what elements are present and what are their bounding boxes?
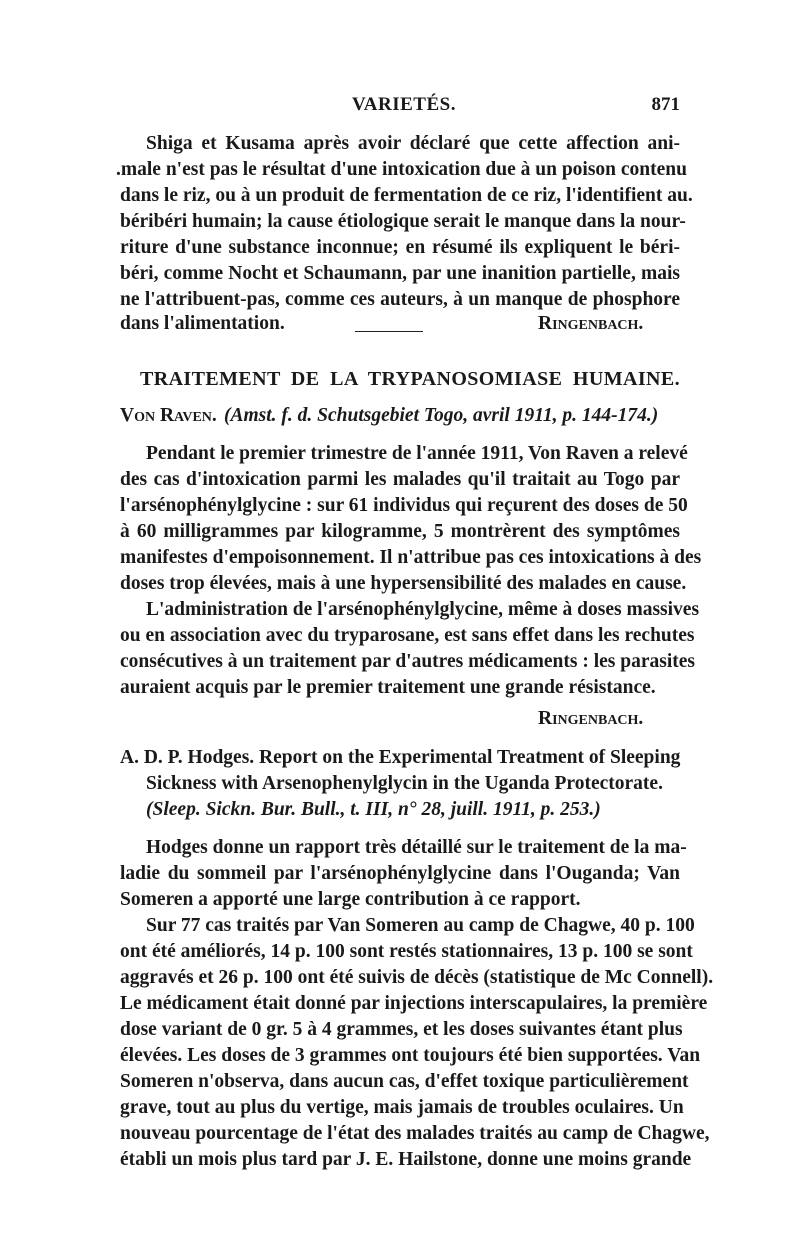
article-heading: TRAITEMENT DE LA TRYPANOSOMIASE HUMAINE. xyxy=(140,368,680,390)
paragraph-line: ont été améliorés, 14 p. 100 sont restés stationnaires, 13 p. 100 se sont xyxy=(120,941,693,962)
paragraph-line: nouveau pourcentage de l'état des malades traités au camp de Chagwe, xyxy=(120,1123,710,1144)
paragraph-line: Someren n'observa, dans aucun cas, d'effet toxique particulièrement xyxy=(120,1071,689,1092)
paragraph-last-line: auraient acquis par le premier traitement une grande résistance. xyxy=(120,677,656,698)
running-title: VARIETÉS. xyxy=(352,94,456,115)
paragraph-line: élevées. Les doses de 3 grammes ont toujours été bien supportées. Van xyxy=(120,1045,701,1066)
paragraph-line: Pendant le premier trimestre de l'année 1911, Von Raven a relevé xyxy=(146,443,688,464)
paragraph-line: béribéri humain; la cause étiologique serait le manque dans la nour- xyxy=(120,211,686,232)
paragraph-line: ne l'attribuent-pas, comme ces auteurs, à un manque de phosphore xyxy=(120,289,680,310)
paragraph-line: aggravés et 26 p. 100 ont été suivis de décès (statistique de Mc Connell). xyxy=(120,967,714,988)
paragraph-line: des cas d'intoxication parmi les malades qu'il traitait au Togo par xyxy=(120,469,680,490)
paragraph-line: Sur 77 cas traités par Van Someren au camp de Chagwe, 40 p. 100 xyxy=(146,915,695,936)
paragraph-line: Someren a apporté une large contribution à ce rapport. xyxy=(120,889,581,910)
paragraph-line: ladie du sommeil par l'arsénophénylglycine dans l'Ouganda; Van xyxy=(120,863,680,884)
reference-source: (Sleep. Sickn. Bur. Bull., t. III, n° 28, juill. 1911, p. 253.) xyxy=(146,799,601,820)
author-signature: Ringenbach. xyxy=(538,313,644,334)
reference-line: Sickness with Arsenophenylglycin in the Uganda Protectorate. xyxy=(146,773,663,794)
page-number: 871 xyxy=(651,94,680,115)
paragraph-line: doses trop élevées, mais à une hypersensibilité des malades en cause. xyxy=(120,573,687,594)
paragraph-line: L'administration de l'arsénophénylglycine, même à doses massives xyxy=(146,599,700,620)
paragraph-line: Shiga et Kusama après avoir déclaré que cette affection ani- xyxy=(146,133,680,154)
paragraph-line: Hodges donne un rapport très détaillé sur le traitement de la ma- xyxy=(146,837,687,858)
paragraph-line: .male n'est pas le résultat d'une intoxication due à un poison contenu xyxy=(116,159,687,180)
section-divider xyxy=(355,331,423,332)
paragraph-line: dose variant de 0 gr. 5 à 4 grammes, et les doses suivantes étant plus xyxy=(120,1019,683,1040)
author-signature: Ringenbach. xyxy=(538,708,644,729)
paragraph-line: l'arsénophénylglycine : sur 61 individus qui reçurent des doses de 50 xyxy=(120,495,688,516)
paragraph-line: à 60 milligrammes par kilogramme, 5 montrèrent des symptômes xyxy=(120,521,680,542)
paragraph-line: béri, comme Nocht et Schaumann, par une inanition partielle, mais xyxy=(120,263,680,284)
paragraph-line: ou en association avec du tryparosane, est sans effet dans les rechutes xyxy=(120,625,695,646)
paragraph-line: dans le riz, ou à un produit de fermentation de ce riz, l'identifient au. xyxy=(120,185,693,206)
reference-source: (Amst. f. d. Schutsgebiet Togo, avril 1911, p. 144-174.) xyxy=(224,405,659,426)
paragraph-line: consécutives à un traitement par d'autres médicaments : les parasites xyxy=(120,651,696,672)
paragraph-last-line: dans l'alimentation. xyxy=(120,313,285,334)
reference-line: A. D. P. Hodges. Report on the Experimental Treatment of Sleeping xyxy=(120,747,681,768)
reference-author: Von Raven. xyxy=(120,405,217,426)
paragraph-line: riture d'une substance inconnue; en résumé ils expliquent le béri- xyxy=(120,237,680,258)
paragraph-line: Le médicament était donné par injections interscapulaires, la première xyxy=(120,993,708,1014)
paragraph-line: manifestes d'empoisonnement. Il n'attribue pas ces intoxications à des xyxy=(120,547,702,568)
paragraph-line: grave, tout au plus du vertige, mais jamais de troubles oculaires. Un xyxy=(120,1097,684,1118)
paragraph-line: établi un mois plus tard par J. E. Hailstone, donne une moins grande xyxy=(120,1149,692,1170)
